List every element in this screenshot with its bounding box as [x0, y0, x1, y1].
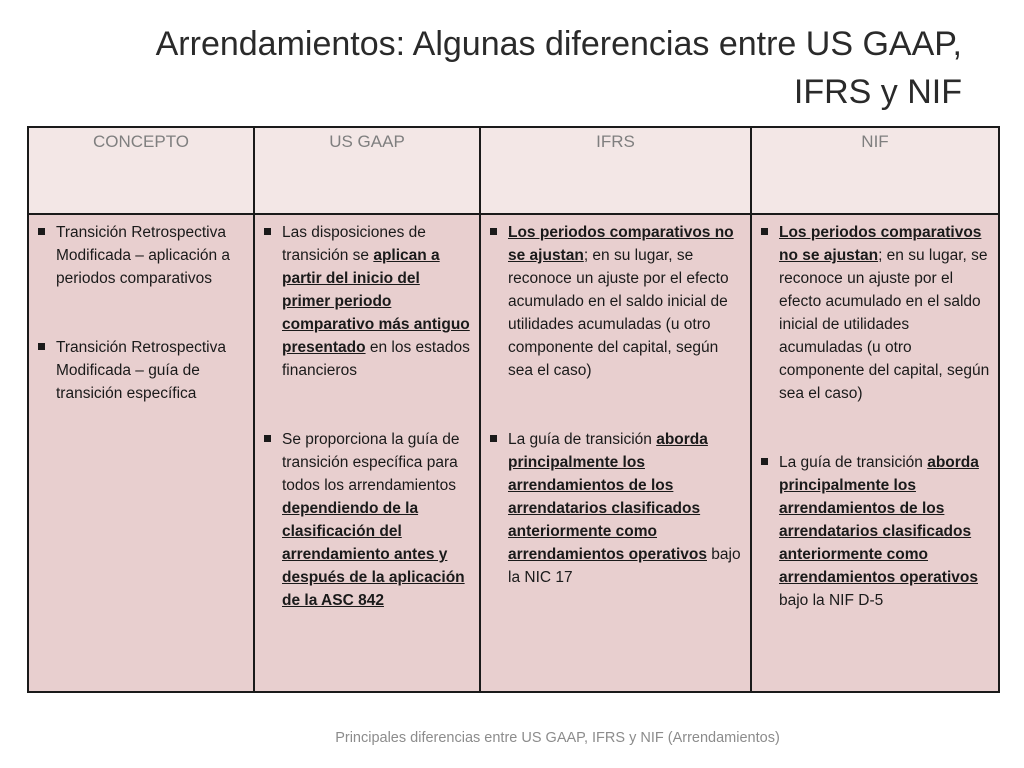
- slide-title-line-1: Arrendamientos: Algunas diferencias entre US GAAP,: [155, 25, 962, 63]
- ifrs-item-1-text: ; en su lugar, se reconoce un ajuste por el efecto acumulado en el saldo inicial de utilidades acumuladas (u otro componente del capital, según sea el caso): [508, 247, 729, 379]
- nif-item-2-emphasis: aborda principalmente los arrendamientos de los arrendatarios clasificados anteriormente como arrendamientos operativos: [779, 454, 979, 586]
- table-header-row: [28, 127, 999, 214]
- list-item: [489, 221, 742, 382]
- us-gaap-item-1-tail: en los estados financieros: [282, 339, 470, 379]
- list-item: [37, 336, 245, 405]
- concepto-item-2: Transición Retrospectiva Modificada – guía de transición específica: [56, 339, 226, 402]
- us-gaap-item-1-text: Las disposiciones de transición se: [282, 224, 426, 264]
- cell-ifrs: [480, 214, 751, 692]
- us-gaap-item-1-emphasis: aplican a partir del inicio del primer periodo comparativo más antiguo presentado: [282, 247, 470, 356]
- nif-item-2-text: La guía de transición: [779, 454, 928, 471]
- comparison-table: [27, 126, 1000, 693]
- list-item: [760, 451, 990, 612]
- list-item: [760, 221, 990, 405]
- nif-item-2-tail: bajo la NIF D-5: [779, 592, 884, 609]
- cell-nif: [751, 214, 999, 692]
- header-ifrs: IFRS: [480, 127, 751, 214]
- list-item: [37, 221, 245, 290]
- ifrs-item-2-emphasis: aborda principalmente los arrendamientos de los arrendatarios clasificados anteriormente como arrendamientos operativos: [508, 431, 708, 563]
- nif-list: [760, 221, 990, 612]
- nif-item-1-text: ; en su lugar, se reconoce un ajuste por el efecto acumulado en el saldo inicial de utilidades acumuladas (u otro componente del capital, según sea el caso): [779, 247, 990, 402]
- us-gaap-item-2-emphasis: dependiendo de la clasificación del arrendamiento antes y después de la aplicación de la ASC 842: [282, 500, 465, 609]
- list-item: [263, 221, 471, 382]
- us-gaap-item-2-text: Se proporciona la guía de transición específica para todos los arrendamientos: [282, 431, 460, 494]
- cell-concepto: [28, 214, 254, 692]
- ifrs-list: [489, 221, 742, 589]
- us-gaap-list: [263, 221, 471, 612]
- nif-item-1-emphasis: Los periodos comparativos no se ajustan: [779, 224, 982, 264]
- ifrs-item-1-emphasis: Los periodos comparativos no se ajustan: [508, 224, 734, 264]
- ifrs-item-2-tail: bajo la NIC 17: [508, 546, 741, 586]
- slide-title: [60, 20, 962, 116]
- slide-footer: Principales diferencias entre US GAAP, IFRS y NIF (Arrendamientos): [335, 730, 780, 746]
- table-row: [28, 214, 999, 692]
- header-concepto: CONCEPTO: [28, 127, 254, 214]
- list-item: [489, 428, 742, 589]
- ifrs-item-2-text: La guía de transición: [508, 431, 657, 448]
- list-item: [263, 428, 471, 612]
- cell-us-gaap: [254, 214, 480, 692]
- concepto-list: [37, 221, 245, 405]
- slide-title-line-2: IFRS y NIF: [793, 73, 962, 111]
- header-us-gaap: US GAAP: [254, 127, 480, 214]
- concepto-item-1: Transición Retrospectiva Modificada – aplicación a periodos comparativos: [56, 224, 231, 287]
- header-nif: NIF: [751, 127, 999, 214]
